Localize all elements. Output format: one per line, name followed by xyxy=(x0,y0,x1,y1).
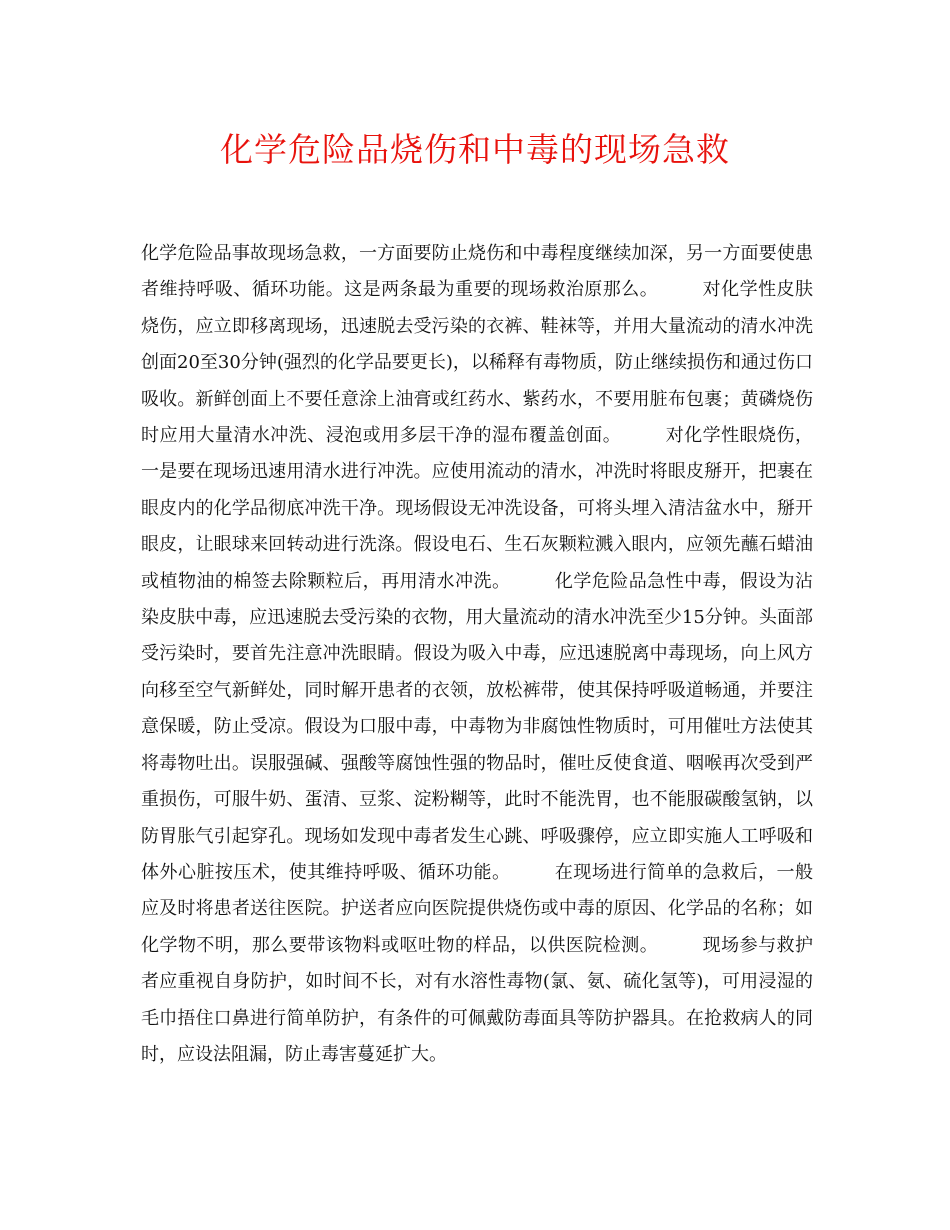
paragraph-6: 现场参与救护者应重视自身防护，如时间不长，对有水溶性毒物(氯、氨、硫化氢等)，可用浸湿的毛巾捂住口鼻进行简单防护，有条件的可佩戴防毒面具等防护器具。在抢救病人的同时，应设法阻漏，防止毒害蔓延扩大。 xyxy=(141,934,814,1065)
paragraph-2: 对化学性皮肤烧伤，应立即移离现场，迅速脱去受污染的衣裤、鞋袜等，并用大量流动的清水冲洗创面20至30分钟(强烈的化学品要更长)，以稀释有毒物质，防止继续损伤和通过伤口吸收。新鲜创面上不要任意涂上油膏或红药水、紫药水，不要用脏布包裹；黄磷烧伤时应用大量清水冲洗、浸泡或用多层干净的湿布覆盖创面。 xyxy=(141,279,814,447)
document-body xyxy=(141,236,813,1073)
paragraph-1: 化学危险品事故现场急救，一方面要防止烧伤和中毒程度继续加深，另一方面要使患者维持呼吸、循环功能。这是两条最为重要的现场救治原那么。 xyxy=(141,243,813,301)
paragraph-3: 对化学性眼烧伤，一是要在现场迅速用清水进行冲洗。应使用流动的清水，冲洗时将眼皮掰开，把裹在眼皮内的化学品彻底冲洗干净。现场假设无冲洗设备，可将头埋入清洁盆水中，掰开眼皮，让眼球来回转动进行洗涤。假设电石、生石灰颗粒溅入眼内，应领先蘸石蜡油或植物油的棉签去除颗粒后，再用清水冲洗。 xyxy=(141,425,813,592)
paragraph-4: 化学危险品急性中毒，假设为沾染皮肤中毒，应迅速脱去受污染的衣物，用大量流动的清水冲洗至少15分钟。头面部受污染时，要首先注意冲洗眼睛。假设为吸入中毒，应迅速脱离中毒现场，向上风方向移至空气新鲜处，同时解开患者的衣领，放松裤带，使其保持呼吸道畅通，并要注意保暖，防止受凉。假设为口服中毒，中毒物为非腐蚀性物质时，可用催吐方法使其将毒物吐出。误服强碱、强酸等腐蚀性强的物品时，催吐反使食道、咽喉再次受到严重损伤，可服牛奶、蛋清、豆浆、淀粉糊等，此时不能洗胃，也不能服碳酸氢钠，以防胃胀气引起穿孔。现场如发现中毒者发生心跳、呼吸骤停，应立即实施人工呼吸和体外心脏按压术，使其维持呼吸、循环功能。 xyxy=(141,570,814,883)
document-title: 化学危险品烧伤和中毒的现场急救 xyxy=(220,130,730,169)
paragraph-5: 在现场进行简单的急救后，一般应及时将患者送往医院。护送者应向医院提供烧伤或中毒的原因、化学品的名称；如化学物不明，那么要带该物料或呕吐物的样品，以供医院检测。 xyxy=(141,861,814,956)
